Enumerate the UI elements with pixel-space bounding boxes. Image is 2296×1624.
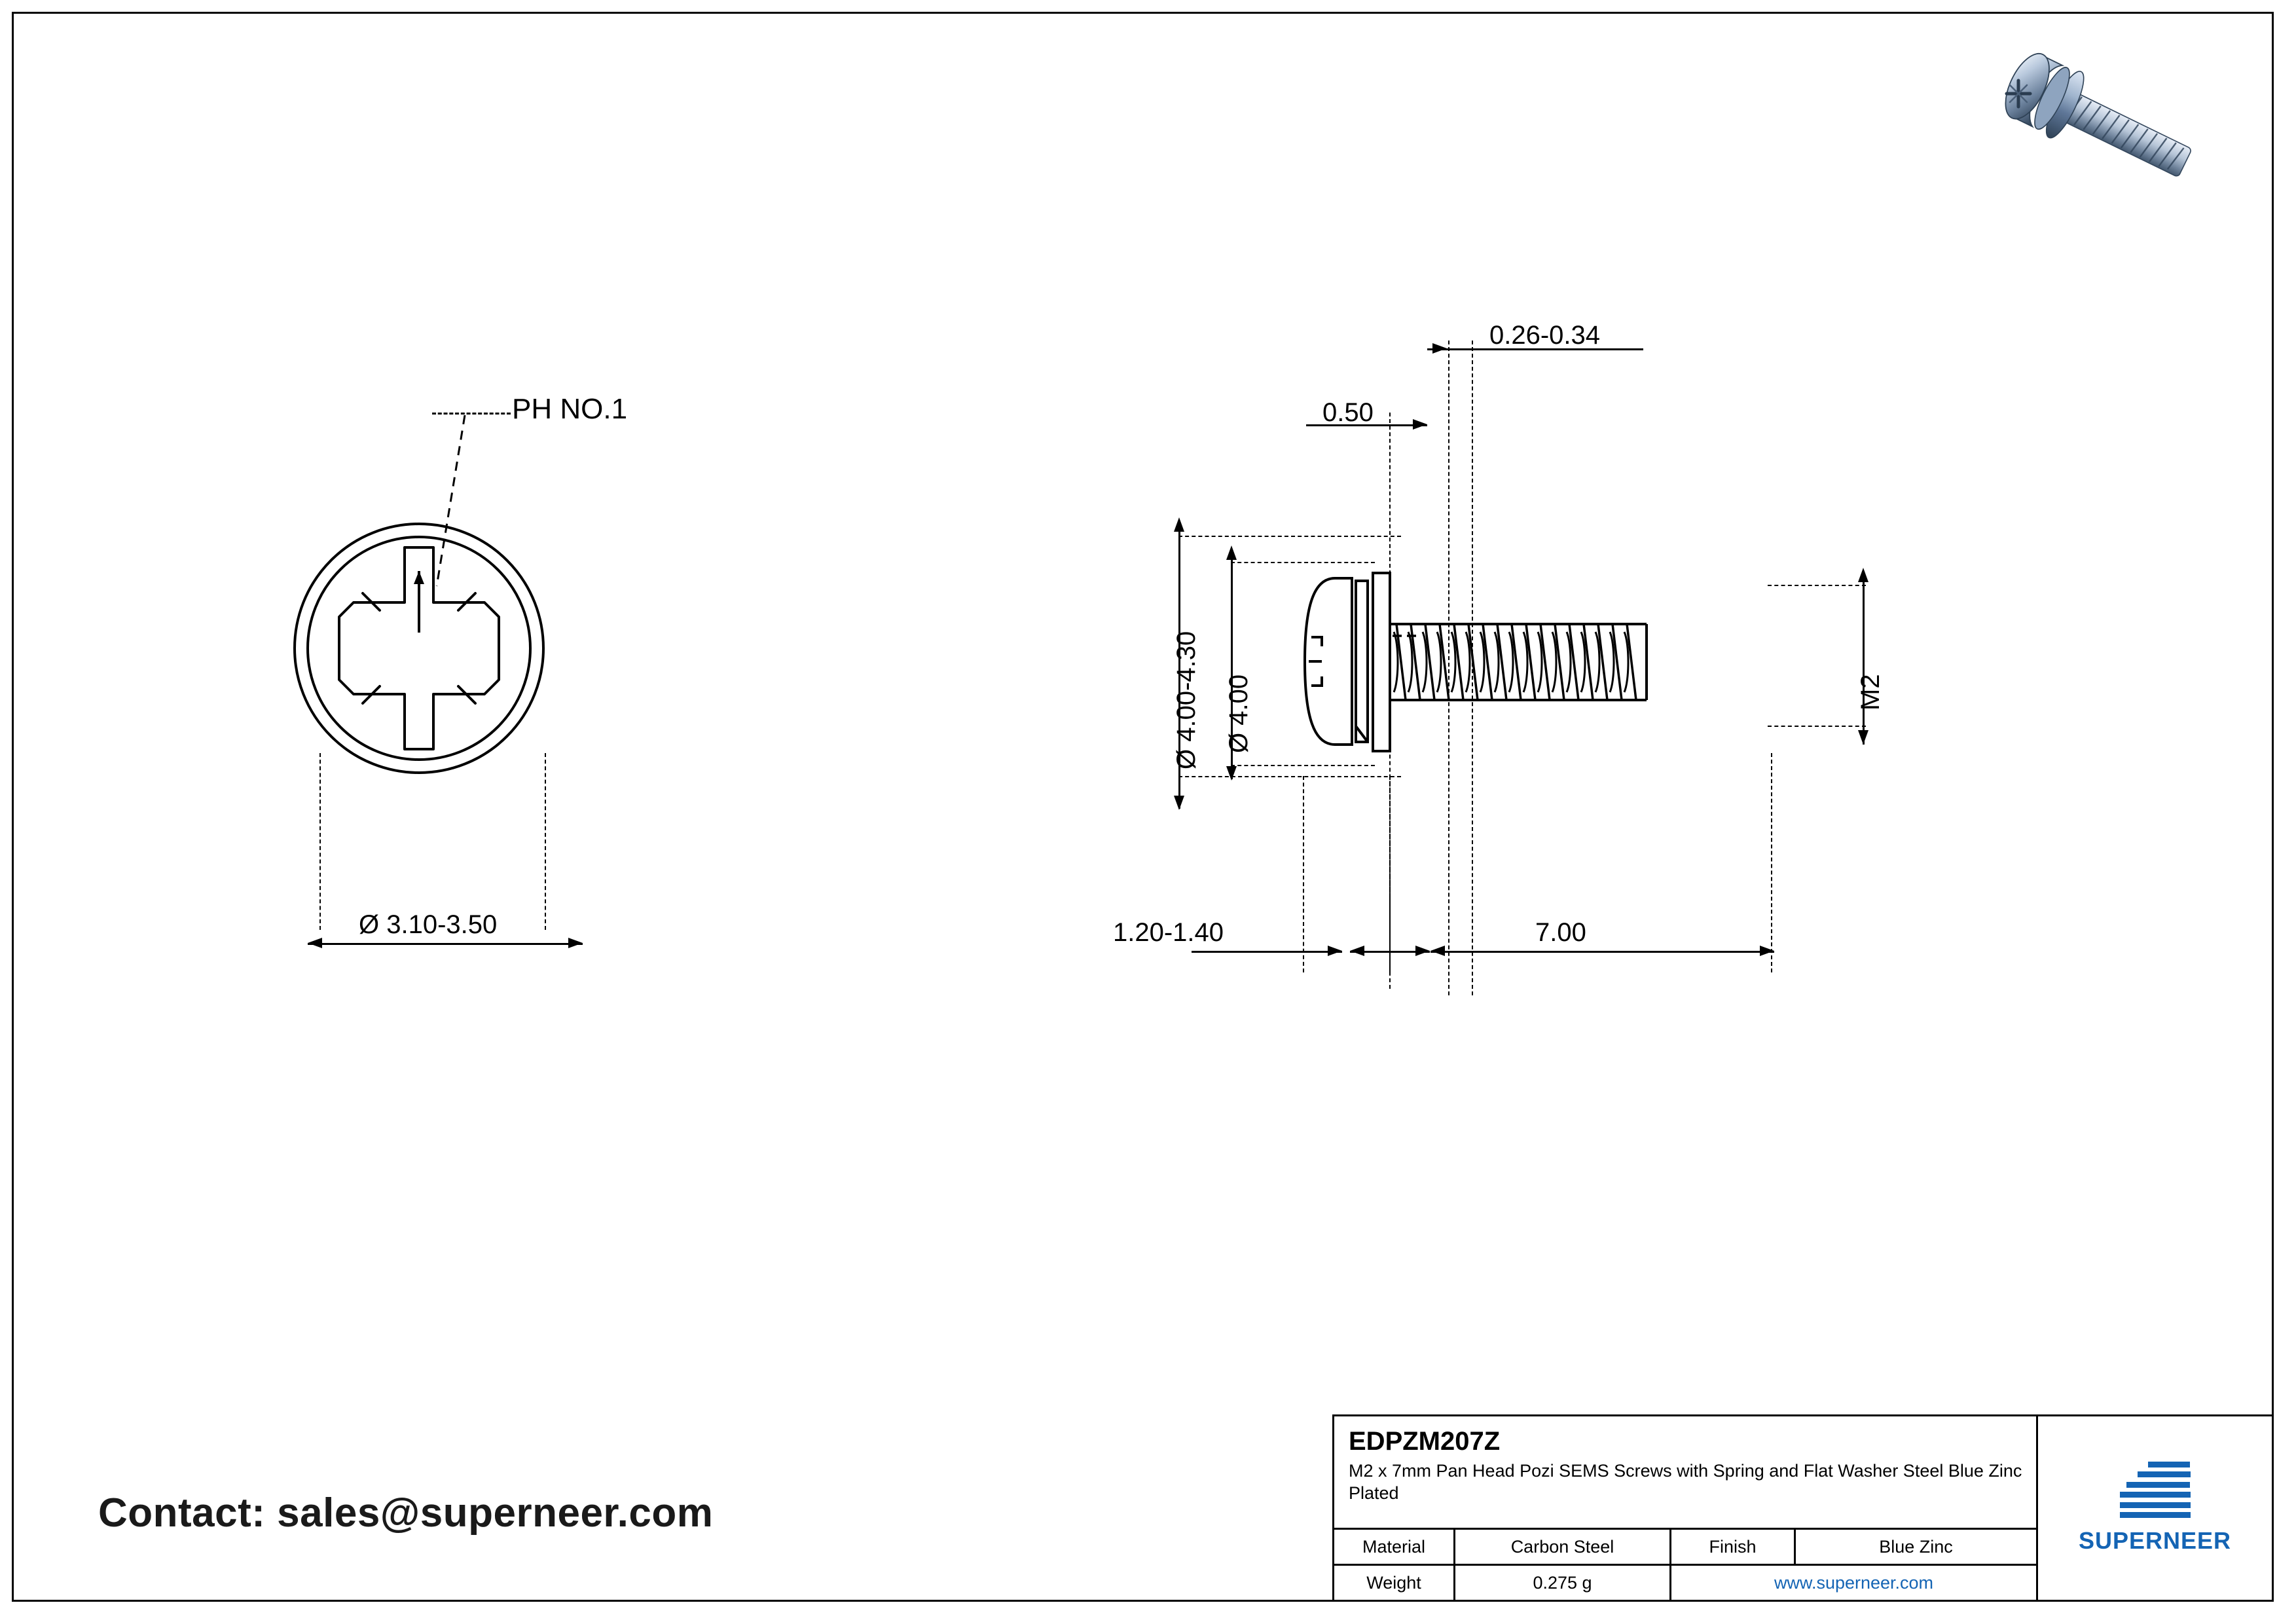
front-view-callout-label: PH NO.1 xyxy=(512,393,628,425)
side-dim-headheight-arrow xyxy=(1328,946,1342,956)
side-dim-thread-length-label: 7.00 xyxy=(1535,918,1586,947)
side-dim-washer-gap-arrow-left xyxy=(1350,946,1364,956)
brand-name: SUPERNEER xyxy=(2078,1527,2232,1554)
part-description: M2 x 7mm Pan Head Pozi SEMS Screws with Spring and Flat Washer Steel Blue Zinc Plated xyxy=(1349,1461,2022,1503)
front-dim-ext-right xyxy=(545,753,546,930)
side-dim-spring-arrow xyxy=(1413,419,1427,430)
side-dim-thread-size-ext-bottom xyxy=(1768,726,1866,727)
weight-label: Weight xyxy=(1334,1566,1455,1600)
side-dim-head-dia-ext-bottom xyxy=(1231,765,1375,766)
side-dim-head-dia-label: Ø 4.00 xyxy=(1224,674,1253,753)
side-dim-washer-arrow xyxy=(1432,343,1447,354)
side-dim-thread-size-ext-top xyxy=(1768,585,1866,586)
weight-value: 0.275 g xyxy=(1455,1566,1671,1600)
side-dim-headheight-ext-right xyxy=(1389,776,1391,972)
side-dim-head-height-label: 1.20-1.40 xyxy=(1113,918,1224,947)
contact-text: Contact: sales@superneer.com xyxy=(98,1490,714,1536)
side-dim-spring-thickness-label: 0.50 xyxy=(1322,398,1374,427)
side-dim-headheight-line xyxy=(1192,951,1342,953)
side-dim-thread-ext-right xyxy=(1771,753,1772,972)
side-view-svg xyxy=(1300,566,1784,756)
side-dim-washer-ext-right xyxy=(1472,341,1473,995)
front-dim-line xyxy=(308,943,583,945)
side-dim-washer-od-arrow-down xyxy=(1174,796,1184,810)
front-view xyxy=(282,511,556,786)
title-block-info xyxy=(1334,1416,2038,1600)
front-dim-arrow-right xyxy=(568,938,583,948)
front-dim-head-diameter-label: Ø 3.10-3.50 xyxy=(359,910,498,939)
side-dim-washer-od-arrow-up xyxy=(1174,517,1184,532)
website-link[interactable]: www.superneer.com xyxy=(1774,1572,1934,1593)
side-dim-thread-size-label: M2 xyxy=(1856,674,1885,710)
side-dim-head-dia-arrow-down xyxy=(1226,766,1237,781)
finish-label: Finish xyxy=(1671,1530,1796,1564)
side-dim-washer-od-ext-top xyxy=(1178,536,1401,537)
superneer-logo-icon xyxy=(2120,1462,2191,1518)
side-dim-thread-size-arrow-up xyxy=(1858,568,1868,582)
side-dim-head-dia-arrow-up xyxy=(1226,545,1237,560)
finish-value: Blue Zinc xyxy=(1879,1536,1953,1557)
side-dim-washer-od-label: Ø 4.00-4.30 xyxy=(1172,631,1201,769)
title-block xyxy=(1332,1414,2274,1602)
side-dim-thread-length-line xyxy=(1430,951,1774,953)
material-label: Material xyxy=(1334,1530,1455,1564)
side-dim-thread-length-arrow-right xyxy=(1760,946,1774,956)
front-dim-ext-left xyxy=(319,753,321,930)
side-dim-washer-gap-arrow-right xyxy=(1415,946,1430,956)
side-dim-washer-thickness-label: 0.26-0.34 xyxy=(1489,321,1601,350)
screw-3d-render xyxy=(1954,36,2229,187)
side-dim-thread-size-arrow-down xyxy=(1858,730,1868,745)
side-dim-headheight-ext-left xyxy=(1303,776,1304,972)
material-row xyxy=(1334,1528,2036,1564)
side-dim-washer-od-ext-bottom xyxy=(1178,776,1401,777)
front-dim-arrow-left xyxy=(308,938,322,948)
sheet-border xyxy=(12,12,2274,1602)
brand-block xyxy=(2038,1416,2272,1600)
screw-3d-svg xyxy=(1954,36,2229,187)
material-value: Carbon Steel xyxy=(1455,1530,1671,1564)
part-number: EDPZM207Z xyxy=(1349,1427,1501,1456)
side-dim-thread-size-line xyxy=(1863,571,1865,745)
side-dim-washer-ext-left xyxy=(1448,341,1449,995)
weight-row xyxy=(1334,1564,2036,1600)
side-dim-head-dia-ext-top xyxy=(1231,562,1375,563)
side-dim-thread-length-arrow-left xyxy=(1430,946,1445,956)
front-view-svg xyxy=(282,511,556,786)
